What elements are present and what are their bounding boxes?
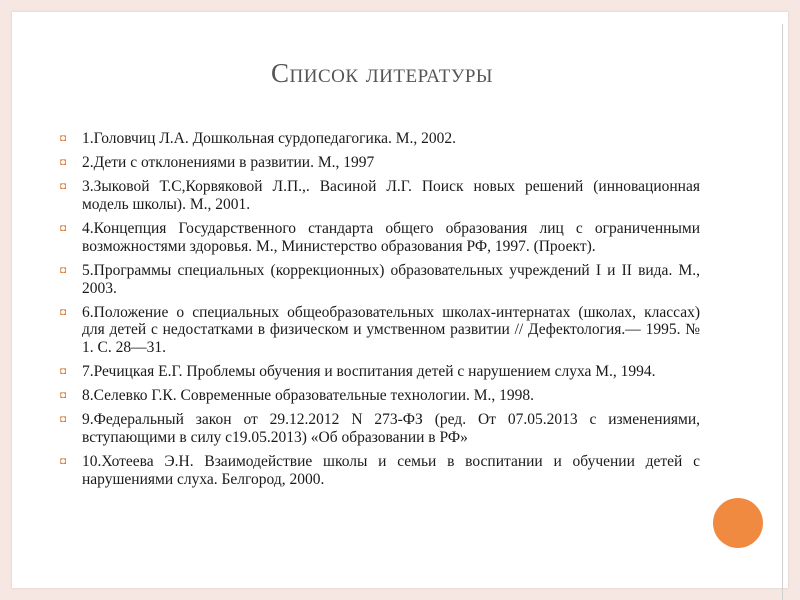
bullet-icon: ◘ — [60, 390, 67, 402]
bullet-icon: ◘ — [60, 223, 67, 235]
slide-edge-divider — [782, 24, 783, 600]
list-item-text: 1.Головчиц Л.А. Дошкольная сурдопедагогика. М., 2002. — [82, 130, 457, 147]
bullet-icon: ◘ — [60, 264, 67, 276]
bullet-icon: ◘ — [60, 181, 67, 193]
list-item-text: 3.Зыковой Т.С,Корвяковой Л.П.,. Васиной Л.Г. Поиск новых решений (инновационная модель школы). М., 2001. — [82, 178, 700, 213]
orange-circle-decoration — [713, 498, 763, 548]
list-item-text: 4.Концепция Государственного стандарта общего образования лиц с ограниченными возможностями здоровья. М., Министерство образования РФ, 1997. (Проект). — [82, 220, 700, 255]
list-item — [60, 387, 700, 405]
list-item-text: 8.Селевко Г.К. Современные образовательные технологии. М., 1998. — [82, 387, 535, 405]
bullet-icon: ◘ — [60, 414, 67, 426]
slide-title: Список литературы — [271, 58, 493, 88]
list-item-text: 10.Хотеева Э.Н. Взаимодействие школы и семьи в воспитании и обучении детей с нарушениями слуха. Белгород, 2000. — [82, 453, 700, 488]
list-item — [60, 363, 700, 381]
list-item — [60, 220, 700, 255]
bullet-icon: ◘ — [60, 157, 67, 169]
bullet-icon: ◘ — [60, 133, 67, 144]
list-item-text: 7.Речицкая Е.Г. Проблемы обучения и воспитания детей с нарушением слуха М., 1994. — [82, 363, 656, 381]
list-item-text: 6.Положение о специальных общеобразовательных школах-интернатах (школах, классах) для детей с недостатками в физическом и умственном развитии // Дефектология.— 1995. № 1. С. 28—31. — [82, 303, 700, 356]
list-item — [60, 154, 700, 172]
list-item-text: 9.Федеральный закон от 29.12.2012 N 273-ФЗ (ред. От 07.05.2013 с изменениями, вступающими в силу с19.05.2013) «Об образовании в РФ» — [82, 411, 700, 447]
list-item — [60, 178, 700, 213]
list-item — [60, 453, 700, 488]
list-item — [60, 130, 700, 148]
slide-canvas — [12, 12, 788, 588]
bullet-icon: ◘ — [60, 306, 67, 318]
bullet-icon: ◘ — [60, 456, 67, 468]
bibliography-list — [60, 130, 700, 495]
list-item — [60, 304, 700, 357]
list-item-text: 5.Программы специальных (коррекционных) образовательных учреждений I и II вида. М., 2003. — [82, 261, 700, 297]
list-item — [60, 411, 700, 446]
list-item — [60, 262, 700, 297]
bullet-icon: ◘ — [60, 366, 67, 378]
list-item-text: 2.Дети с отклонениями в развитии. М., 1997 — [82, 154, 375, 172]
